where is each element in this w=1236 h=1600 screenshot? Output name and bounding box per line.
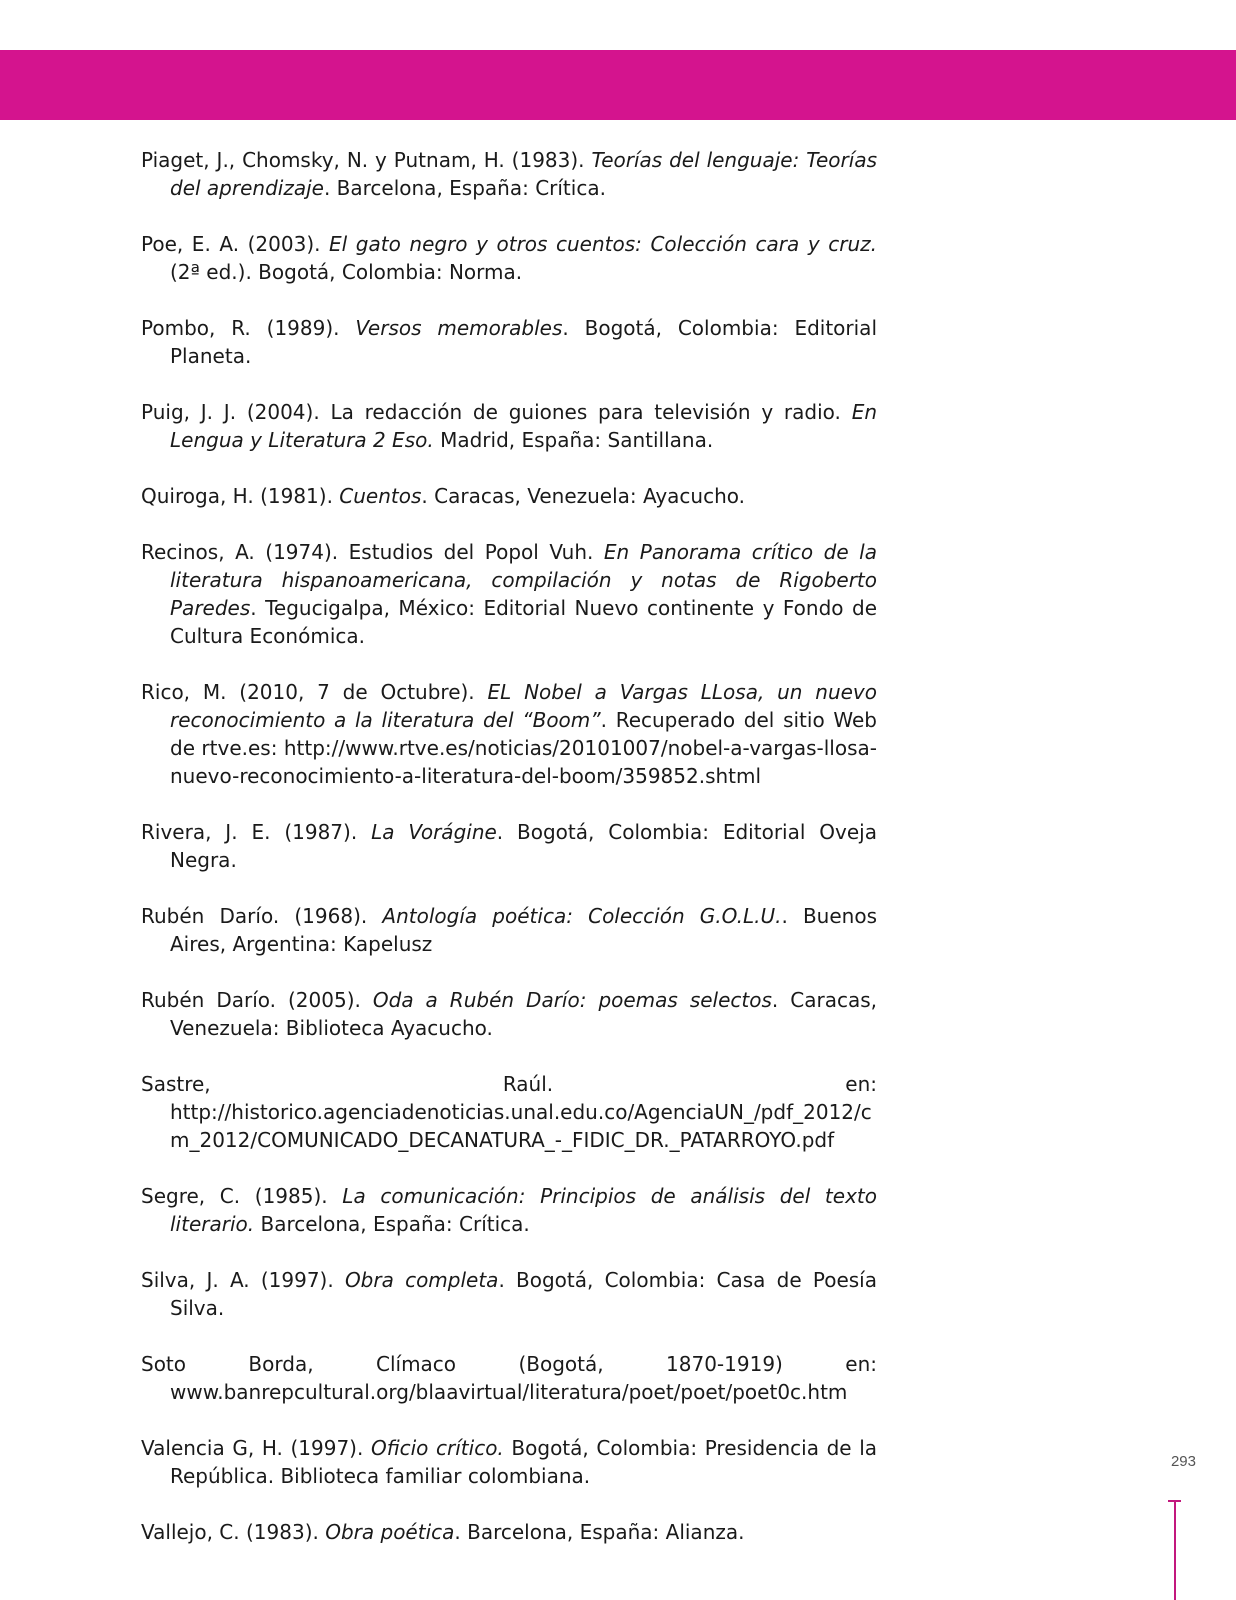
reference-entry: [141, 902, 877, 958]
reference-title: Oficio crítico.: [370, 1436, 504, 1460]
reference-text: . Barcelona, España: Alianza.: [454, 1520, 745, 1544]
header-color-band: [0, 50, 1236, 120]
reference-text: Recinos, A. (1974). Estudios del Popol Vuh.: [141, 540, 604, 564]
reference-entry: [141, 398, 877, 454]
reference-entry: [141, 1182, 877, 1238]
reference-text: Soto Borda, Clímaco (Bogotá, 1870-1919) en: www.banrepcultural.org/blaavirtual/literatura/poet/poet/poet0c.htm: [141, 1352, 877, 1404]
reference-entry: [141, 1266, 877, 1322]
reference-entry: [141, 678, 877, 790]
reference-entry: [141, 1070, 877, 1154]
reference-text: Sastre, Raúl. en: http://historico.agenciadenoticias.unal.edu.co/AgenciaUN_/pdf_2012/cm_2012/COMUNICADO_DECANATURA_-_FIDIC_DR._PATARROYO.pdf: [141, 1072, 877, 1152]
reference-text: Pombo, R. (1989).: [141, 316, 356, 340]
reference-text: . Tegucigalpa, México: Editorial Nuevo continente y Fondo de Cultura Económica.: [170, 596, 877, 648]
reference-title: En Lengua y Literatura 2 Eso.: [170, 400, 877, 452]
reference-text: Quiroga, H. (1981).: [141, 484, 340, 508]
reference-text: Madrid, España: Santillana.: [433, 428, 714, 452]
reference-title: Oda a Rubén Darío: poemas selectos: [372, 988, 772, 1012]
reference-text: . Bogotá, Colombia: Editorial Planeta.: [170, 316, 877, 368]
reference-title: Obra poética: [325, 1520, 455, 1544]
reference-title: El gato negro y otros cuentos: Colección cara y cruz.: [329, 232, 877, 256]
reference-text: . Bogotá, Colombia: Casa de Poesía Silva.: [170, 1268, 877, 1320]
reference-text: . Caracas, Venezuela: Ayacucho.: [421, 484, 746, 508]
reference-text: Poe, E. A. (2003).: [141, 232, 330, 256]
reference-entry: [141, 230, 877, 286]
reference-title: En Panorama crítico de la literatura hispanoamericana, compilación y notas de Rigoberto Paredes: [170, 540, 877, 620]
reference-title: Obra completa: [344, 1268, 499, 1292]
reference-title: Versos memorables: [355, 316, 563, 340]
reference-entry: [141, 986, 877, 1042]
reference-title: Cuentos: [339, 484, 422, 508]
reference-text: . Buenos Aires, Argentina: Kapelusz: [170, 904, 877, 956]
reference-entry: [141, 818, 877, 874]
reference-text: . Caracas, Venezuela: Biblioteca Ayacucho.: [170, 988, 877, 1040]
reference-title: EL Nobel a Vargas LLosa, un nuevo reconocimiento a la literatura del “Boom”: [170, 680, 877, 732]
reference-text: Barcelona, España: Crítica.: [254, 1212, 530, 1236]
reference-text: Rivera, J. E. (1987).: [141, 820, 372, 844]
reference-entry: [141, 1518, 877, 1546]
reference-text: Silva, J. A. (1997).: [141, 1268, 345, 1292]
reference-entry: [141, 146, 877, 202]
reference-entry: [141, 482, 877, 510]
reference-entry: [141, 1350, 877, 1406]
reference-text: Rubén Darío. (1968).: [141, 904, 383, 928]
reference-entry: [141, 538, 877, 650]
margin-rule: [1174, 1500, 1176, 1600]
reference-list: [141, 146, 877, 1574]
reference-title: La comunicación: Principios de análisis del texto literario.: [170, 1184, 877, 1236]
reference-text: . Barcelona, España: Crítica.: [323, 176, 606, 200]
reference-text: Rubén Darío. (2005).: [141, 988, 373, 1012]
reference-text: Valencia G, H. (1997).: [141, 1436, 371, 1460]
reference-title: Antología poética: Colección G.O.L.U.: [382, 904, 782, 928]
reference-title: La Vorágine: [371, 820, 497, 844]
reference-text: Puig, J. J. (2004). La redacción de guiones para televisión y radio.: [141, 400, 852, 424]
reference-entry: [141, 1434, 877, 1490]
reference-text: (2ª ed.). Bogotá, Colombia: Norma.: [170, 260, 523, 284]
reference-entry: [141, 314, 877, 370]
reference-text: Bogotá, Colombia: Presidencia de la República. Biblioteca familiar colombiana.: [170, 1436, 878, 1488]
reference-text: Segre, C. (1985).: [141, 1184, 343, 1208]
reference-text: . Bogotá, Colombia: Editorial Oveja Negra.: [170, 820, 877, 872]
reference-text: Rico, M. (2010, 7 de Octubre).: [141, 680, 488, 704]
page-number: 293: [1170, 1453, 1196, 1470]
reference-text: . Recuperado del sitio Web de rtve.es: http://www.rtve.es/noticias/20101007/nobel-a-vargas-llosa-nuevo-reconocimiento-a-literatura-del-boom/359852.shtml: [170, 708, 877, 788]
reference-text: Vallejo, C. (1983).: [141, 1520, 326, 1544]
reference-title: Teorías del lenguaje: Teorías del aprendizaje: [170, 148, 877, 200]
reference-text: Piaget, J., Chomsky, N. y Putnam, H. (1983).: [141, 148, 592, 172]
